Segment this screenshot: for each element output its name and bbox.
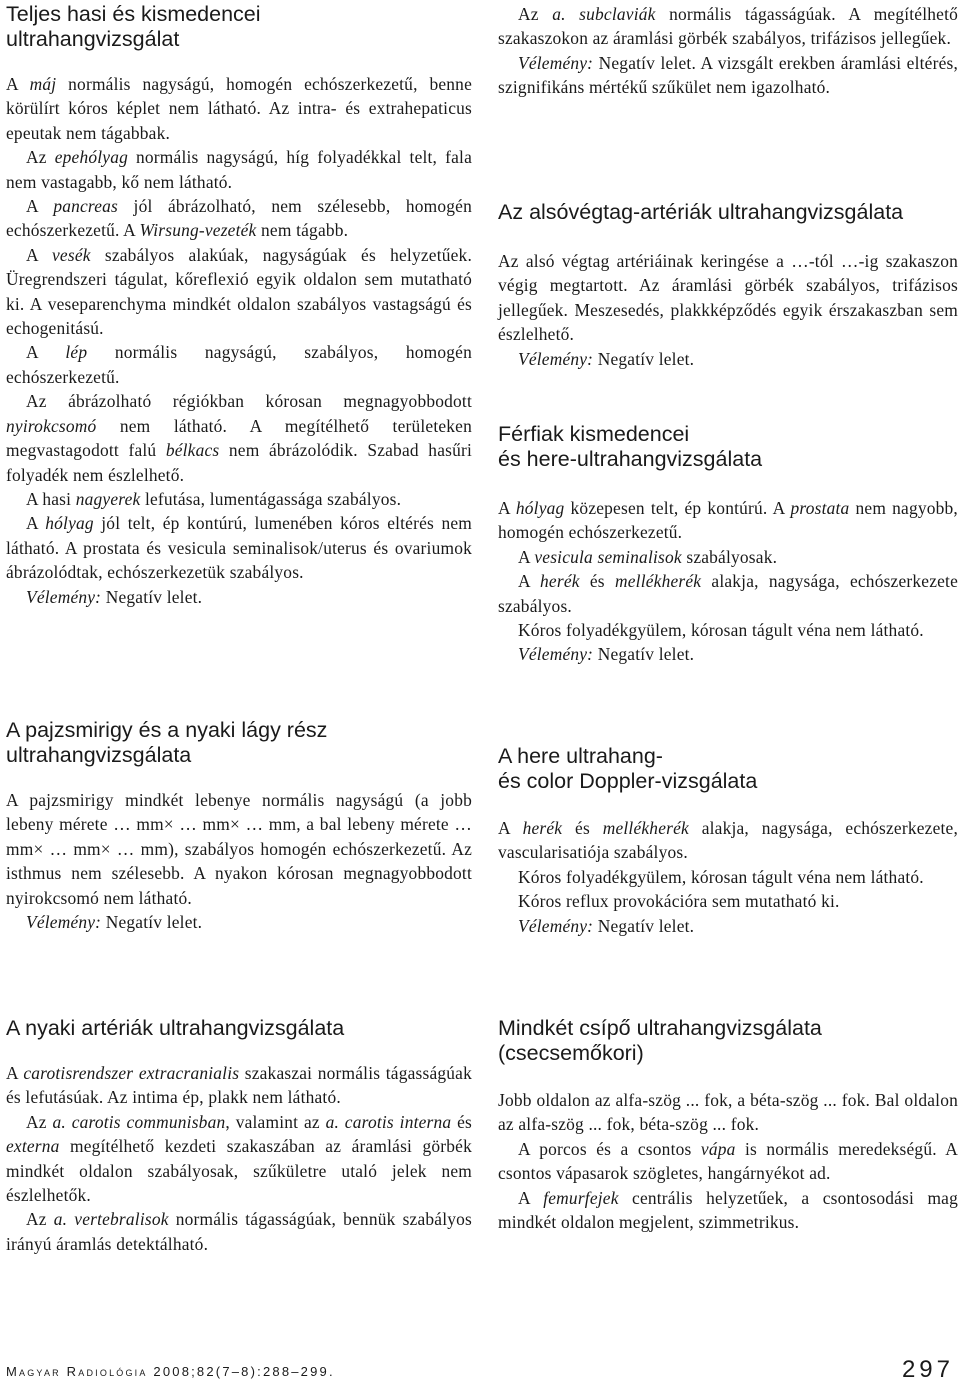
paragraph-gallbladder: Az epehólyag normális nagyságú, híg folyadékkal telt, fala nem vastagabb, kő nem látható. <box>6 147 472 192</box>
page-number: 297 <box>901 1356 954 1383</box>
paragraph-opinion: Vélemény: Negatív lelet. <box>26 912 203 933</box>
paragraph-opinion: Vélemény: Negatív lelet. <box>26 586 203 607</box>
section-thyroid <box>6 718 472 934</box>
paragraph-carotid-flow: Az a. carotis communisban, valamint az a. carotis interna és externa megítélhető kezdeti szakaszában az áramlási görbék mindkét oldalon szabályosak, szűkületre utaló jelek nem észlelhetők. <box>6 1111 472 1206</box>
section-neck-arteries <box>6 1016 472 1256</box>
section-title: Férfiak kismedencei és here-ultrahangvizsgálata <box>498 422 763 471</box>
section-title: A nyaki artériák ultrahangvizsgálata <box>6 1016 345 1040</box>
paragraph-liver: A máj normális nagyságú, homogén echószerkezetű, benne körülírt kóros képlet nem látható. Az intra- és extrahepaticus epeutak nem tágabbak. <box>6 74 472 143</box>
paragraph-seminal-vesicles: A vesicula seminalisok szabályosak. <box>518 546 778 567</box>
paragraph-fluid: Kóros folyadékgyülem, kórosan tágult véna nem látható. <box>518 866 924 887</box>
paragraph-reflux: Kóros reflux provokációra sem mutatható ki. <box>518 891 840 912</box>
section-title: Az alsóvégtag-artériák ultrahangvizsgálata <box>498 200 904 224</box>
section-abdominal-pelvic <box>6 2 472 609</box>
paragraph-great-vessels: A hasi nagyerek lefutása, lumentágassága szabályos. <box>26 488 402 509</box>
paragraph-spleen: A lép normális nagyságú, szabályos, homogén echószerkezetű. <box>6 342 472 387</box>
section-subclavian-continued <box>498 2 958 100</box>
paragraph-testes: A herék és mellékherék alakja, nagysága, echószerkezete szabályos. <box>498 571 958 616</box>
paragraph-opinion: Vélemény: Negatív lelet. <box>518 644 695 665</box>
paragraph-bladder-prostate: A hólyag közepesen telt, ép kontúrú. A prostata nem nagyobb, homogén echószerkezetű. <box>498 498 958 543</box>
section-testis-doppler <box>498 744 958 938</box>
paragraph-femoral-heads: A femurfejek centrális helyzetűek, a csontosodási mag mindkét oldalon megjelent, szimmetrikus. <box>498 1187 958 1233</box>
paragraph-testes-doppler: A herék és mellékherék alakja, nagysága, echószerkezete, vascularisatiója szabályos. <box>498 818 958 863</box>
paragraph-bladder: A hólyag jól telt, ép kontúrú, lumenében kóros eltérés nem látható. A prostata és vesicula seminalisok/uterus és ovariumok ábrázolódtak, echószerkezetük szabályos. <box>6 513 472 583</box>
paragraph-vertebral: Az a. vertebralisok normális tágasságúak, bennük szabályos irányú áramlás detektálható. <box>6 1209 472 1254</box>
paragraph-opinion: Vélemény: Negatív lelet. <box>518 915 695 936</box>
paragraph-lymph-nodes: Az ábrázolható régiókban kórosan megnagyobbodott nyirokcsomó nem látható. A megítélhető területeken megvastagodott falú bélkacs nem ábrázolódik. Szabad hasűri folyadék nem észlelhető. <box>6 391 472 485</box>
paragraph-subclavian: Az a. subclaviák normális tágasságúak. A megítélhető szakaszokon az áramlási görbék szabályos, trifázisos jellegűek. <box>498 4 958 49</box>
paragraph-kidneys: A vesék szabályos alakúak, nagyságúak és helyzetűek. Üregrendszeri tágulat, kőreflexió egyik oldalon sem mutatható ki. A veseparenchyma mindkét oldalon szabályos vastagságú és echogenitású. <box>6 244 472 339</box>
paragraph-opinion: Vélemény: Negatív lelet. A vizsgált erekben áramlási eltérés, szignifikáns mértékű szűkület nem igazolható. <box>498 52 958 98</box>
journal-citation <box>6 1364 335 1379</box>
journal-name: Magyar Radiológia <box>6 1364 148 1379</box>
section-title: A pajzsmirigy és a nyaki lágy rész ultrahangvizsgálata <box>6 718 328 767</box>
paragraph-carotid-system: A carotisrendszer extracranialis szakaszai normális tágasságúak és lefutásúak. Az intima ép, plakk nem látható. <box>6 1063 472 1108</box>
paragraph-thyroid: A pajzsmirigy mindkét lebenye normális nagyságú (a jobb lebeny mérete … mm× … mm× … mm, a bal lebeny mérete … mm× … mm× … mm), szabályos homogén echószerkezetű. Az isthmus nem szélesebb. A nyakon kórosan megnagyobbodott nyirokcsomó nem látható. <box>6 790 472 908</box>
section-title: Mindkét csípő ultrahangvizsgálata (csecsemőkori) <box>498 1016 822 1065</box>
paragraph-pancreas: A pancreas jól ábrázolható, nem szélesebb, homogén echószerkezetű. A Wirsung-vezeték nem tágabb. <box>6 196 472 241</box>
paragraph-acetabulum: A porcos és a csontos vápa is normális meredekségű. A csontos vápasarok szögletes, hangárnyékot ad. <box>498 1138 958 1184</box>
paragraph-lower-limb: Az alsó végtag artériáinak keringése a …-tól …-ig szakaszon végig megtartott. Az áramlási görbék szabályos, trifázisos jellegűek. Meszesedés, plakkképződés egyik érszakaszban sem észlelhető. <box>498 251 958 345</box>
citation-details: 2008;82(7–8):288–299. <box>147 1364 335 1379</box>
section-male-pelvic <box>498 422 958 667</box>
section-infant-hip <box>498 1016 958 1234</box>
section-lower-limb-arteries <box>498 200 958 371</box>
section-title: A here ultrahang- és color Doppler-vizsgálata <box>498 744 758 793</box>
paragraph-fluid: Kóros folyadékgyülem, kórosan tágult véna nem látható. <box>518 620 924 641</box>
section-title: Teljes hasi és kismedencei ultrahangvizsgálat <box>6 2 261 51</box>
paragraph-opinion: Vélemény: Negatív lelet. <box>518 348 695 369</box>
paragraph-hip-angles: Jobb oldalon az alfa-szög ... fok, a béta-szög ... fok. Bal oldalon az alfa-szög ... fok, béta-szög ... fok. <box>498 1090 958 1135</box>
